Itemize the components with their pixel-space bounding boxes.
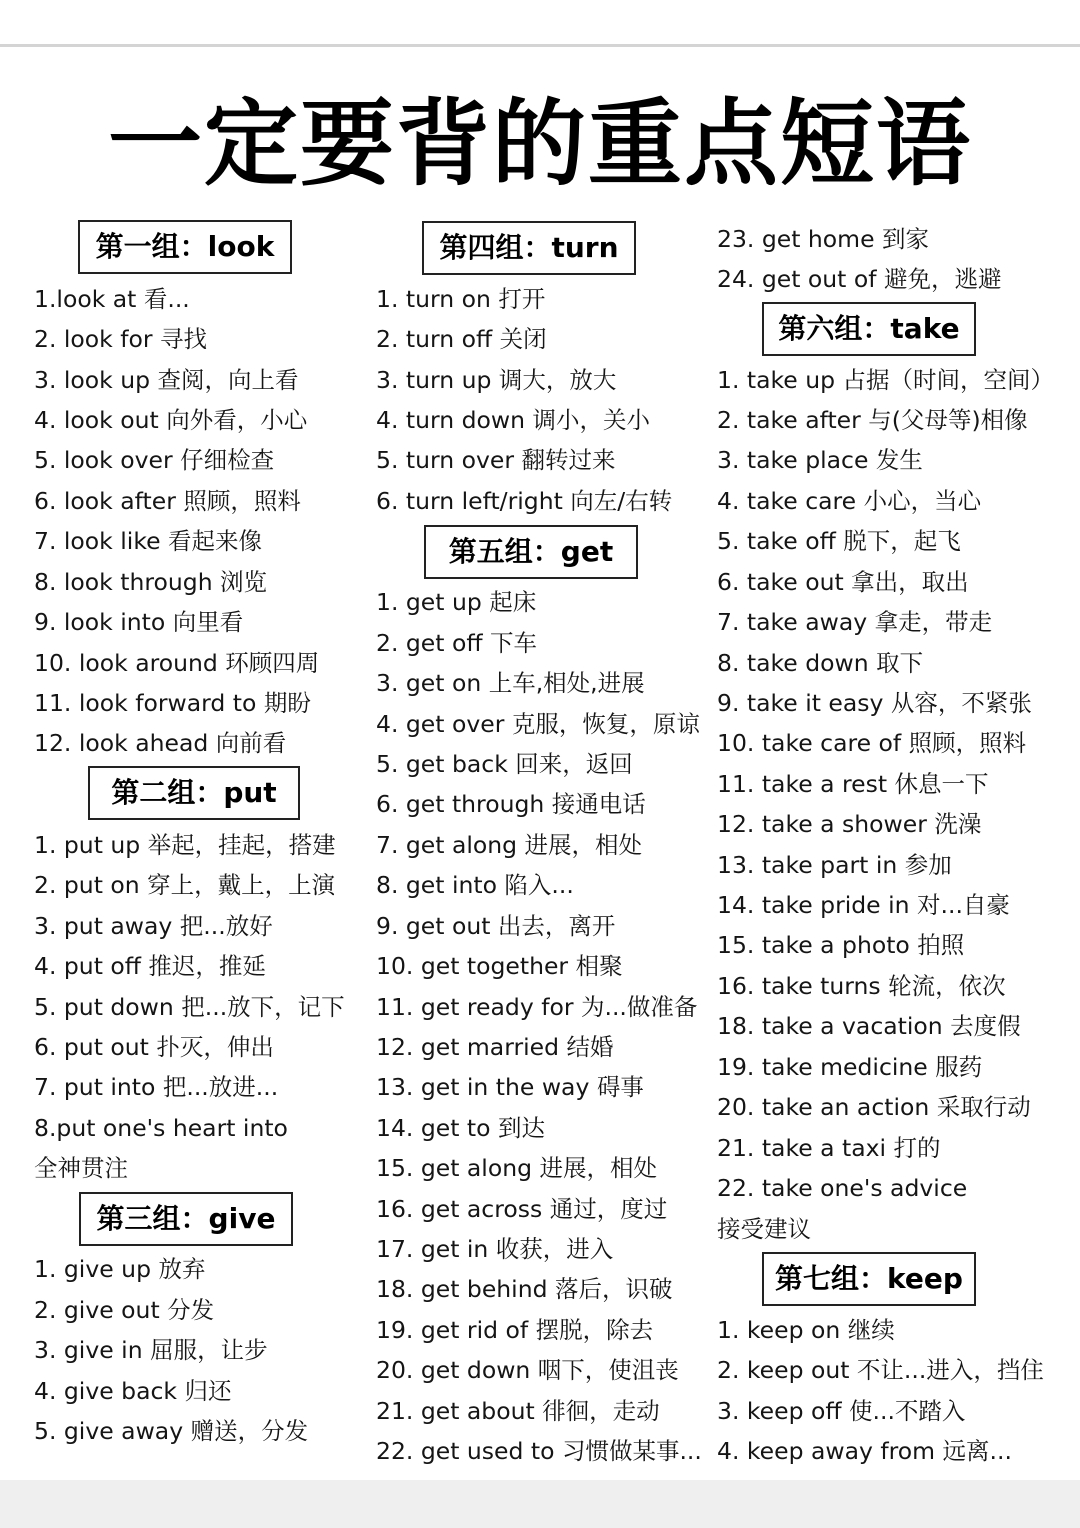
phrase-item: 16. get across 通过，度过 <box>376 1195 668 1223</box>
phrase-item: 6. get through 接通电话 <box>376 790 646 818</box>
group-header-give: 第三组：give <box>79 1192 293 1246</box>
phrase-item: 14. take pride in 对...自豪 <box>717 891 1010 919</box>
phrase-item: 4. get over 克服，恢复，原谅 <box>376 710 700 738</box>
phrase-item: 4. keep away from 远离... <box>717 1437 1012 1465</box>
phrase-item: 6. turn left/right 向左/右转 <box>376 487 673 515</box>
phrase-item: 1. get up 起床 <box>376 588 537 616</box>
phrase-item: 15. get along 进展，相处 <box>376 1154 657 1182</box>
group-header-look: 第一组：look <box>78 220 292 274</box>
group-header-put: 第二组：put <box>88 766 300 820</box>
phrase-item: 12. take a shower 洗澡 <box>717 810 982 838</box>
phrase-item: 8. get into 陷入... <box>376 871 574 899</box>
phrase-item: 6. take out 拿出，取出 <box>717 568 969 596</box>
page-title: 一定要背的重点短语 <box>107 90 972 199</box>
phrase-item: 24. get out of 避免，逃避 <box>717 265 1002 293</box>
page-bottom-edge <box>0 1480 1080 1528</box>
phrase-item: 7. take away 拿走，带走 <box>717 608 993 636</box>
phrase-item: 4. look out 向外看，小心 <box>34 406 308 434</box>
phrase-item: 18. get behind 落后，识破 <box>376 1275 673 1303</box>
phrase-item: 1. keep on 继续 <box>717 1316 895 1344</box>
phrase-item: 4. take care 小心，当心 <box>717 487 982 515</box>
group-header-get: 第五组：get <box>424 525 638 579</box>
phrase-item: 16. take turns 轮流，依次 <box>717 972 1006 1000</box>
phrase-item: 6. put out 扑灭，伸出 <box>34 1033 274 1061</box>
phrase-item: 22. take one's advice <box>717 1174 968 1202</box>
phrase-item: 3. turn up 调大，放大 <box>376 366 617 394</box>
phrase-item: 8.put one's heart into <box>34 1114 288 1142</box>
phrase-item: 10. take care of 照顾，照料 <box>717 729 1027 757</box>
phrase-item: 10. get together 相聚 <box>376 952 623 980</box>
phrase-item: 19. take medicine 服药 <box>717 1053 983 1081</box>
phrase-item: 2. put on 穿上，戴上，上演 <box>34 871 336 899</box>
phrase-item: 2. look for 寻找 <box>34 325 208 353</box>
phrase-item: 3. take place 发生 <box>717 446 923 474</box>
phrase-item: 5. take off 脱下，起飞 <box>717 527 961 555</box>
phrase-item: 22. get used to 习惯做某事... <box>376 1437 702 1465</box>
phrase-item: 15. take a photo 拍照 <box>717 931 965 959</box>
phrase-item: 1. turn on 打开 <box>376 285 546 313</box>
phrase-item: 3. get on 上车,相处,进展 <box>376 669 645 697</box>
phrase-item: 4. turn down 调小，关小 <box>376 406 650 434</box>
phrase-item: 21. get about 徘徊，走动 <box>376 1397 660 1425</box>
phrase-item: 5. give away 赠送，分发 <box>34 1417 309 1445</box>
phrase-item: 6. look after 照顾，照料 <box>34 487 301 515</box>
phrase-item: 20. take an action 采取行动 <box>717 1093 1031 1121</box>
phrase-item: 7. get along 进展，相处 <box>376 831 643 859</box>
phrase-item: 12. look ahead 向前看 <box>34 729 287 757</box>
phrase-item: 11. get ready for 为...做准备 <box>376 993 698 1021</box>
phrase-item: 3. look up 查阅，向上看 <box>34 366 299 394</box>
phrase-item: 4. give back 归还 <box>34 1377 232 1405</box>
phrase-item: 18. take a vacation 去度假 <box>717 1012 1021 1040</box>
phrase-item: 全神贯注 <box>34 1154 128 1182</box>
phrase-item: 12. get married 结婚 <box>376 1033 614 1061</box>
phrase-item: 7. put into 把...放进... <box>34 1073 279 1101</box>
phrase-item: 9. take it easy 从容，不紧张 <box>717 689 1032 717</box>
phrase-item: 2. keep out 不让...进入，挡住 <box>717 1356 1044 1384</box>
phrase-item: 3. keep off 使...不踏入 <box>717 1397 966 1425</box>
phrase-item: 4. put off 推迟，推延 <box>34 952 266 980</box>
phrase-item: 2. take after 与(父母等)相像 <box>717 406 1028 434</box>
phrase-item: 13. take part in 参加 <box>717 851 952 879</box>
phrase-item: 3. put away 把...放好 <box>34 912 273 940</box>
phrase-item: 3. give in 屈服，让步 <box>34 1336 268 1364</box>
phrase-item: 20. get down 咽下，使沮丧 <box>376 1356 679 1384</box>
phrase-item: 17. get in 收获，进入 <box>376 1235 614 1263</box>
phrase-item: 1. give up 放弃 <box>34 1255 206 1283</box>
phrase-item: 10. look around 环顾四周 <box>34 649 320 677</box>
phrase-item: 2. give out 分发 <box>34 1296 215 1324</box>
phrase-item: 1. take up 占据（时间，空间） <box>717 366 1054 394</box>
group-header-keep: 第七组：keep <box>762 1252 976 1306</box>
phrase-item: 9. get out 出去，离开 <box>376 912 616 940</box>
phrase-item: 2. get off 下车 <box>376 629 537 657</box>
phrase-item: 8. look through 浏览 <box>34 568 268 596</box>
phrase-item: 9. look into 向里看 <box>34 608 244 636</box>
phrase-item: 1.look at 看... <box>34 285 190 313</box>
group-header-take: 第六组：take <box>762 302 976 356</box>
phrase-item: 1. put up 举起，挂起，搭建 <box>34 831 336 859</box>
phrase-item: 接受建议 <box>717 1215 811 1243</box>
phrase-item: 13. get in the way 碍事 <box>376 1073 644 1101</box>
phrase-item: 5. get back 回来，返回 <box>376 750 633 778</box>
phrase-item: 8. take down 取下 <box>717 649 924 677</box>
phrase-item: 5. turn over 翻转过来 <box>376 446 616 474</box>
phrase-item: 2. turn off 关闭 <box>376 325 547 353</box>
phrase-item: 19. get rid of 摆脱，除去 <box>376 1316 654 1344</box>
phrase-item: 5. look over 仔细检查 <box>34 446 275 474</box>
phrase-item: 11. look forward to 期盼 <box>34 689 311 717</box>
phrase-item: 5. put down 把...放下，记下 <box>34 993 345 1021</box>
phrase-item: 23. get home 到家 <box>717 225 929 253</box>
phrase-item: 7. look like 看起来像 <box>34 527 263 555</box>
phrase-item: 14. get to 到达 <box>376 1114 545 1142</box>
group-header-turn: 第四组：turn <box>422 221 636 275</box>
phrase-item: 11. take a rest 休息一下 <box>717 770 989 798</box>
phrase-item: 21. take a taxi 打的 <box>717 1134 941 1162</box>
